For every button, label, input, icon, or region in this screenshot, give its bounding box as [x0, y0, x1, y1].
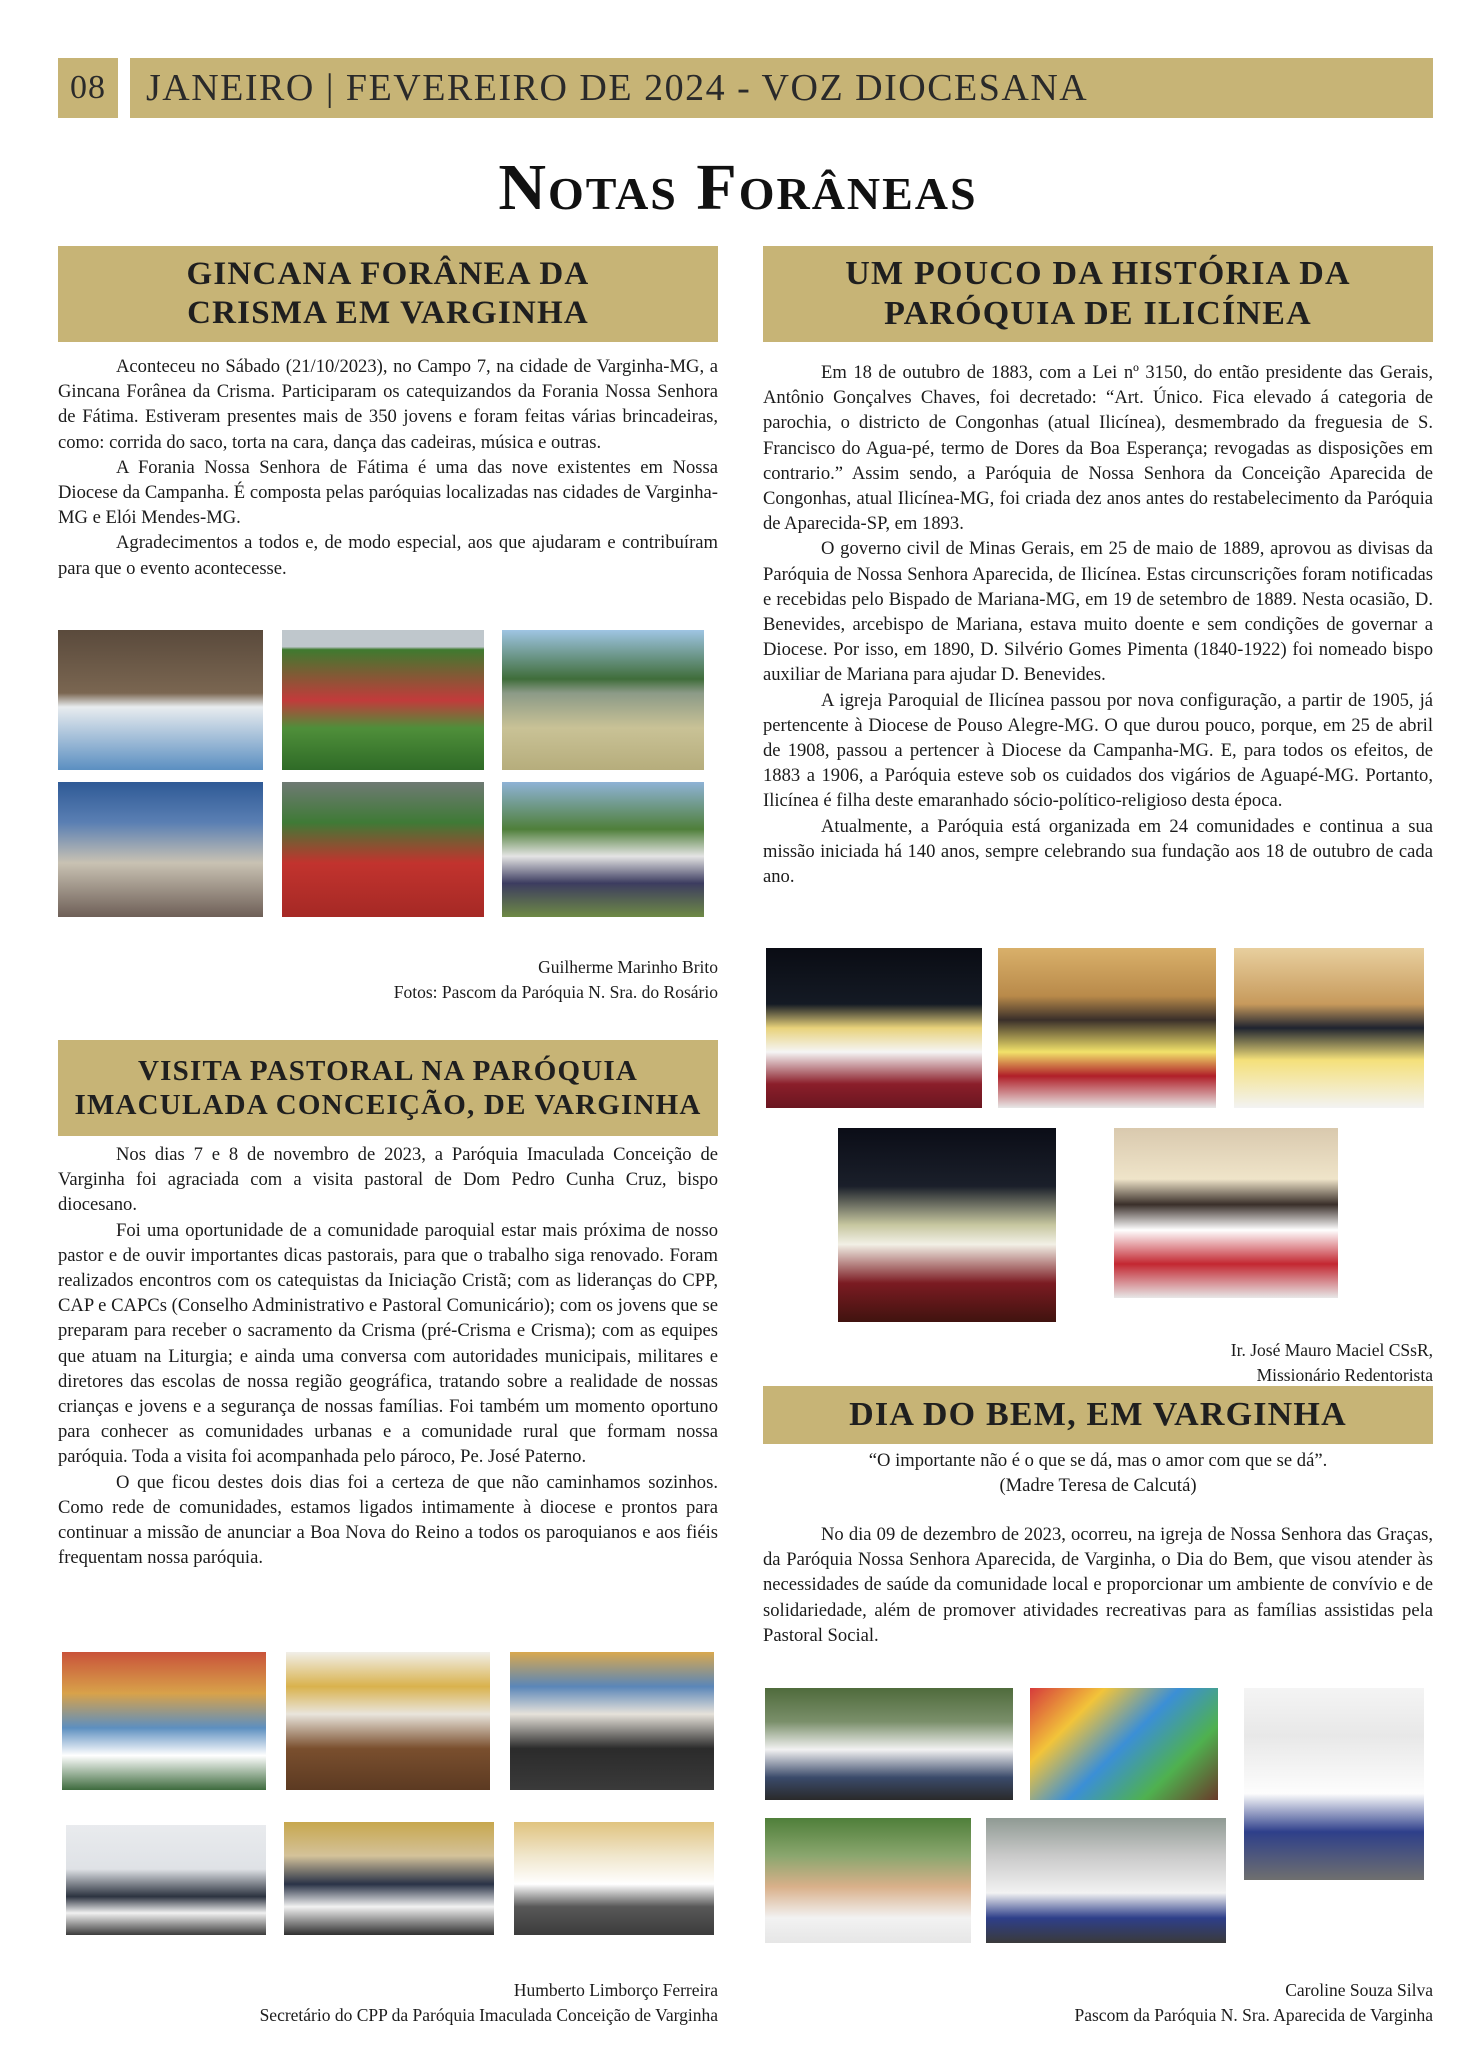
page-title: Notas Forâneas	[498, 151, 978, 224]
dia-do-bem-photo-banner	[1244, 1688, 1424, 1880]
historia-title-line1: UM POUCO DA HISTÓRIA DA	[845, 254, 1351, 292]
dia-do-bem-credit	[763, 1978, 1433, 2028]
dia-do-bem-photo-ball-pit	[1030, 1688, 1218, 1800]
gincana-photo-trophies	[58, 630, 263, 770]
visita-photo-altar	[62, 1652, 266, 1790]
page-number: 08	[58, 58, 118, 118]
visita-title-line2: IMACULADA CONCEIÇÃO, DE VARGINHA	[74, 1089, 702, 1121]
historia-paragraph: Em 18 de outubro de 1883, com a Lei nº 3150, do então presidente das Gerais, Antônio Gonçalves Chaves, foi decretado: “Art. Único. Fica elevado á categoria de parochia, o districto de Congonhas (atual Ilicínea), desmembrado da freguesia de S. Francisco do Agua-pé, termo de Dores da Boa Esperança; revogadas as disposições em contrario.” Assim sendo, a Paróquia de Nossa Senhora da Conceição Aparecida de Congonhas, atual Ilicínea-MG, foi criada dez anos antes do restabelecimento da Paróquia de Aparecida-SP, em 1893.	[763, 362, 1433, 535]
gincana-paragraph: A Forania Nossa Senhora de Fátima é uma das nove existentes em Nossa Diocese da Campanha. É composta pelas paróquias localizadas nas cidades de Varginha-MG e Elói Mendes-MG.	[58, 456, 718, 529]
gincana-title-line1: GINCANA FORÂNEA DA	[186, 256, 590, 293]
visita-paragraph: Nos dias 7 e 8 de novembro de 2023, a Paróquia Imaculada Conceição de Varginha foi agraciada com a visita pastoral de Dom Pedro Cunha Cruz, bispo diocesano.	[58, 1144, 718, 1216]
historia-paragraph: A igreja Paroquial de Ilicínea passou por nova configuração, a partir de 1905, já pertencente à Diocese de Pouso Alegre-MG. O que durou pouco, porque, em 25 de abril de 1908, passou a pertencer à Diocese da Campanha-MG. E, para todos os efeitos, de 1883 a 1906, a Paróquia esteve sob os cuidados dos vigários de Aguapé-MG. Portanto, Ilicínea é filha deste emaranhado sócio-político-religioso desta época.	[763, 689, 1433, 812]
historia-photo-statue-flowers	[998, 948, 1216, 1108]
gincana-credit	[58, 955, 718, 1005]
gincana-photo-game	[58, 782, 263, 917]
visita-paragraph: O que ficou destes dois dias foi a certeza de que não caminhamos sozinhos. Como rede de comunidades, estamos ligados intimamente à diocese e prontos para continuar a missão de anunciar a Boa Nova do Reino a todos os paroquianos e aos fiéis frequentam nossa paróquia.	[58, 1471, 718, 1569]
gincana-photo-field-crowd	[282, 630, 484, 770]
gincana-title	[58, 246, 718, 342]
historia-photo-night-procession	[766, 948, 982, 1108]
historia-body	[763, 360, 1433, 889]
visita-credit	[58, 1978, 718, 2028]
quote-author: (Madre Teresa de Calcutá)	[999, 1475, 1197, 1496]
dia-do-bem-title-text: DIA DO BEM, EM VARGINHA	[849, 1395, 1347, 1433]
dia-do-bem-photo-volunteers	[986, 1818, 1226, 1943]
historia-title	[763, 246, 1433, 342]
dia-do-bem-author: Caroline Souza Silva	[1285, 1980, 1433, 2000]
quote-text: “O importante não é o que se dá, mas o amor com que se dá”.	[868, 1450, 1328, 1471]
gincana-photo-youth-group	[282, 782, 484, 917]
dia-do-bem-paragraph: No dia 09 de dezembro de 2023, ocorreu, na igreja de Nossa Senhora das Graças, da Paróquia Nossa Senhora Aparecida, de Varginha, o Dia do Bem, que visou atender às necessidades de saúde da comunidade local e proporcionar um ambiente de convívio e de solidariedade, além de promover atividades recreativas para as famílias assistidas pela Pastoral Social.	[763, 1524, 1433, 1646]
historia-credit	[763, 1338, 1433, 1388]
historia-title-line2: PARÓQUIA DE ILICÍNEA	[884, 295, 1312, 332]
visita-author: Humberto Limborço Ferreira	[513, 1980, 718, 2000]
visita-role: Secretário do CPP da Paróquia Imaculada Conceição de Varginha	[259, 2005, 718, 2025]
dia-do-bem-photo-heart-hands	[765, 1818, 971, 1943]
gincana-photo-credit: Fotos: Pascom da Paróquia N. Sra. do Rosário	[393, 982, 718, 1002]
historia-paragraph: O governo civil de Minas Gerais, em 25 de maio de 1889, aprovou as divisas da Paróquia de Nossa Senhora Aparecida, de Ilicínea. Estas circunscrições foram notificadas e recebidas pelo Bispado de Mariana-MG, em 19 de setembro de 1889. Nesta ocasião, D. Benevides, arcebispo de Mariana, estava muito doente e sem condições de governar a Diocese. Por isso, em 1890, D. Silvério Gomes Pimenta (1840-1922) foi nomeado bispo auxiliar de Mariana para ajudar D. Benevides.	[763, 538, 1433, 686]
gincana-body	[58, 354, 718, 581]
historia-photo-altar-crucifix	[1234, 948, 1424, 1108]
dia-do-bem-photo-crowd	[765, 1688, 1013, 1800]
dia-do-bem-title	[763, 1386, 1433, 1444]
historia-paragraph: Atualmente, a Paróquia está organizada em 24 comunidades e continua a sua missão iniciada há 140 anos, sempre celebrando sua fundação aos 18 de outubro de cada ano.	[763, 815, 1433, 888]
dia-do-bem-role: Pascom da Paróquia N. Sra. Aparecida de Varginha	[1074, 2005, 1433, 2025]
gincana-photo-lineup	[502, 782, 704, 917]
visita-title	[58, 1040, 718, 1136]
historia-photo-church-night	[838, 1128, 1056, 1322]
gincana-author: Guilherme Marinho Brito	[538, 957, 718, 977]
gincana-paragraph: Aconteceu no Sábado (21/10/2023), no Campo 7, na cidade de Varginha-MG, a Gincana Forânea da Crisma. Participaram os catequizandos da Forania Nossa Senhora de Fátima. Estiveram presentes mais de 350 jovens e foram feitas várias brincadeiras, como: corrida do saco, torta na cara, dança das cadeiras, música e outras.	[58, 356, 718, 453]
visita-paragraph: Foi uma oportunidade de a comunidade paroquial estar mais próxima de nosso pastor e de ouvir importantes dicas pastorais, para que o trabalho siga renovado. Foram realizados encontros com os catequistas da Iniciação Cristã; com as lideranças do CPP, CAP e CAPCs (Conselho Administrativo e Pastoral Comunicário); com os jovens que se preparam para receber o sacramento da Crisma (pré-Crisma e Crisma); com as equipes que atuam na Liturgia; e ainda uma conversa com autoridades municipais, militares e diretores das escolas de nossa região geográfica, tratando sobre a realidade de nossas crianças e jovens e a segurança de nossas famílias. Foi também um momento oportuno para conhecer as comunidades urbanas e a comunidade rural que formam nossa paróquia. Toda a visita foi acompanhada pelo pároco, Pe. José Paterno.	[58, 1219, 718, 1468]
historia-photo-youth-statue	[1114, 1128, 1338, 1298]
visita-body	[58, 1142, 718, 1570]
dia-do-bem-quote	[763, 1448, 1433, 1498]
gincana-paragraph: Agradecimentos a todos e, de modo especial, aos que ajudaram e contribuíram para que o evento acontecesse.	[58, 532, 718, 579]
historia-role: Missionário Redentorista	[1256, 1365, 1433, 1385]
visita-photo-community	[514, 1822, 714, 1935]
dia-do-bem-body	[763, 1522, 1433, 1648]
visita-photo-authorities	[284, 1822, 494, 1935]
visita-photo-youth	[510, 1652, 714, 1790]
visita-photo-group-wall	[66, 1825, 266, 1935]
historia-author: Ir. José Mauro Maciel CSsR,	[1230, 1340, 1433, 1360]
gincana-photo-stadium	[502, 630, 704, 770]
visita-title-line1: VISITA PASTORAL NA PARÓQUIA	[138, 1054, 638, 1087]
visita-photo-church-interior	[286, 1652, 490, 1790]
issue-banner: JANEIRO | FEVEREIRO DE 2024 - VOZ DIOCESANA	[130, 58, 1433, 118]
gincana-title-line2: CRISMA EM VARGINHA	[187, 295, 589, 331]
